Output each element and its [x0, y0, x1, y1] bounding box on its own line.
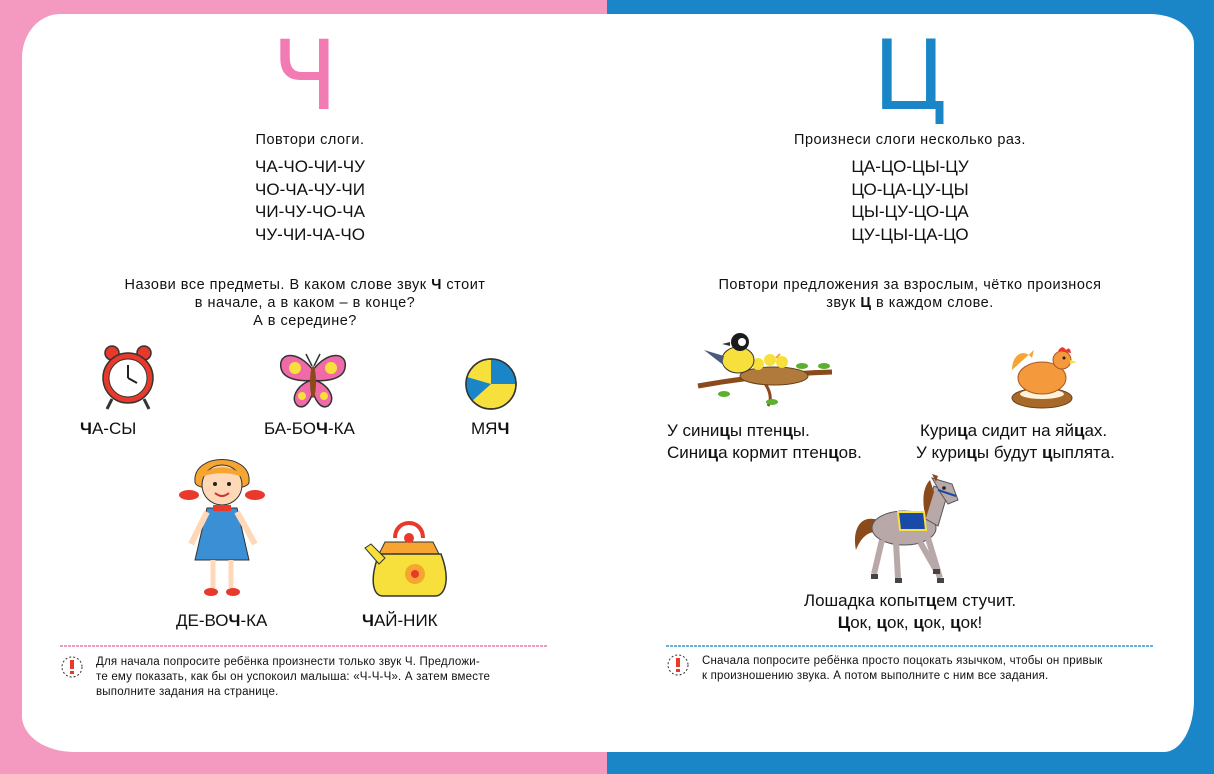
titmouse-nest-icon — [694, 326, 836, 408]
big-letter-ts: Ц — [872, 20, 948, 132]
right-separator — [666, 645, 1153, 647]
attention-icon — [666, 653, 690, 677]
word-ball: МЯЧ — [471, 419, 510, 438]
word-clock: ЧА-СЫ — [80, 419, 137, 438]
syllable-row: ЦЫ-ЦУ-ЦО-ЦА — [851, 202, 969, 221]
syllable-row: ЦУ-ЦЫ-ЦА-ЦО — [851, 224, 969, 244]
hen-sentences: Курица сидит на яйцах. У курицы будут цыплята. — [916, 421, 1115, 462]
word-kettle: ЧАЙ-НИК — [362, 611, 438, 630]
left-instruction-repeat: Повтори слоги. — [255, 132, 365, 148]
syllable-row: ЧО-ЧА-ЧУ-ЧИ — [255, 179, 365, 199]
horse-sentences: Лошадка копытцем стучит. Цок, цок, цок, цок! — [803, 591, 1017, 632]
hen-icon — [1004, 340, 1080, 412]
left-syllables — [200, 156, 420, 246]
syllable-row: ЧУ-ЧИ-ЧА-ЧО — [255, 224, 365, 244]
syllable-row: ЧА-ЧО-ЧИ-ЧУ — [255, 157, 365, 176]
horse-icon — [852, 470, 960, 588]
right-instruction-repeat-sentences: Повтори предложения за взрослым, чётко произнося звук Ц в каждом слове. — [718, 277, 1102, 311]
alarm-clock-icon — [98, 343, 158, 413]
titmouse-sentences: У синицы птенцы. Синица кормит птенцов. — [667, 421, 862, 462]
butterfly-icon — [278, 350, 348, 412]
big-letter-ch: Ч — [272, 20, 338, 132]
left-instruction-name-objects: Назови все предметы. В каком слове звук Ч стоит в начале, а в каком – в конце? А в середине? — [124, 277, 486, 329]
word-girl: ДЕ-ВОЧ-КА — [176, 611, 268, 630]
syllable-row: ЦА-ЦО-ЦЫ-ЦУ — [851, 157, 969, 176]
right-instruction-pronounce: Произнеси слоги несколько раз. — [794, 132, 1026, 148]
kettle-icon — [365, 510, 453, 600]
girl-icon — [177, 452, 267, 602]
syllable-row: ЧИ-ЧУ-ЧО-ЧА — [255, 202, 365, 221]
left-separator — [60, 645, 547, 647]
right-parent-note: Сначала попросите ребёнка просто поцокать язычком, чтобы он привык к произношению звука. А потом выполните с ним все задания. — [702, 655, 1103, 682]
syllable-row: ЦО-ЦА-ЦУ-ЦЫ — [851, 179, 969, 199]
word-butterfly: БА-БОЧ-КА — [264, 419, 355, 438]
ball-icon — [464, 357, 518, 411]
left-parent-note: Для начала попросите ребёнка произнести только звук Ч. Предложи- те ему показать, как бы он успокоил малыша: «Ч-Ч-Ч». А затем вместе выполните задания на странице. — [96, 656, 491, 698]
right-syllables — [800, 156, 1020, 246]
attention-icon — [60, 655, 84, 679]
